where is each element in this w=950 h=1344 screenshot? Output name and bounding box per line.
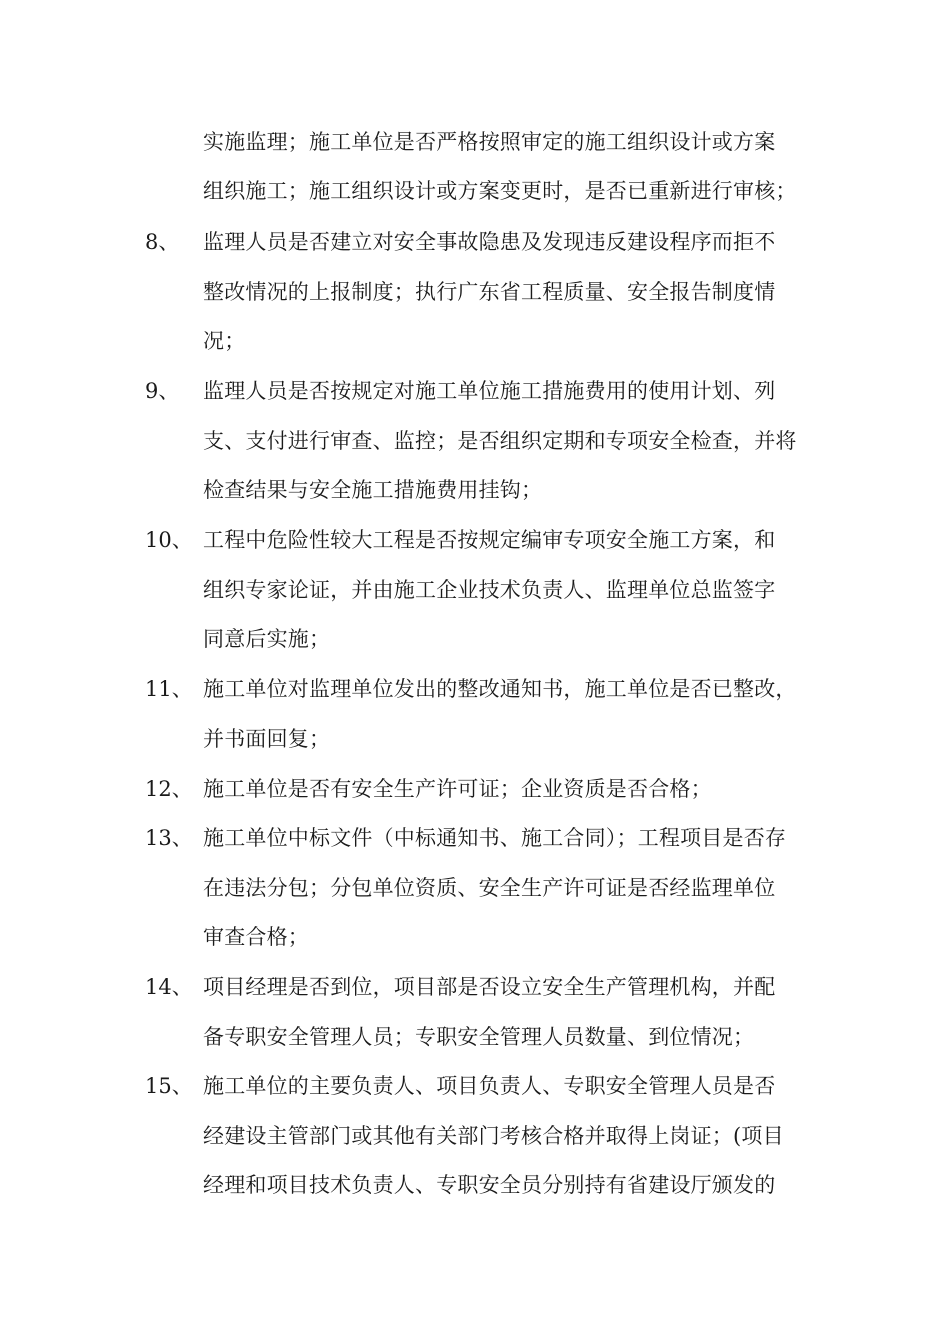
item-10-line-3: 同意后实施； [203, 627, 331, 651]
item-13-line-3: 审查合格； [203, 925, 309, 949]
item-14-line-2: 备专职安全管理人员；专职安全管理人员数量、到位情况； [203, 1025, 755, 1049]
item-14-number: 14、 [145, 975, 193, 999]
item-11-line-1: 施工单位对监理单位发出的整改通知书，施工单位是否已整改， [203, 677, 797, 701]
item-13-number: 13、 [145, 826, 193, 850]
item-10-line-2: 组织专家论证，并由施工企业技术负责人、监理单位总监签字 [203, 578, 776, 602]
item-8-line-2: 整改情况的上报制度；执行广东省工程质量、安全报告制度情 [203, 280, 776, 304]
item-9-line-3: 检查结果与安全施工措施费用挂钩； [203, 478, 543, 502]
item-15-line-2: 经建设主管部门或其他有关部门考核合格并取得上岗证；(项目 [203, 1124, 784, 1148]
item-8-number: 8、 [145, 230, 180, 254]
item-11-number: 11、 [145, 677, 193, 701]
item-13-line-2: 在违法分包；分包单位资质、安全生产许可证是否经监理单位 [203, 876, 776, 900]
continuation-line-1: 实施监理；施工单位是否严格按照审定的施工组织设计或方案 [203, 130, 776, 154]
item-15-line-1: 施工单位的主要负责人、项目负责人、专职安全管理人员是否 [203, 1074, 776, 1098]
item-15-number: 15、 [145, 1074, 193, 1098]
item-14-line-1: 项目经理是否到位，项目部是否设立安全生产管理机构，并配 [203, 975, 776, 999]
item-15-line-3: 经理和项目技术负责人、专职安全员分别持有省建设厅颁发的 [203, 1173, 776, 1197]
item-12-number: 12、 [145, 777, 193, 801]
item-10-number: 10、 [145, 528, 193, 552]
item-13-line-1: 施工单位中标文件（中标通知书、施工合同）；工程项目是否存 [203, 826, 787, 850]
item-8-line-3: 况； [203, 329, 246, 353]
item-9-line-1: 监理人员是否按规定对施工单位施工措施费用的使用计划、列 [203, 379, 776, 403]
item-12-line-1: 施工单位是否有安全生产许可证；企业资质是否合格； [203, 777, 712, 801]
continuation-line-2: 组织施工；施工组织设计或方案变更时，是否已重新进行审核； [203, 179, 797, 203]
item-10-line-1: 工程中危险性较大工程是否按规定编审专项安全施工方案，和 [203, 528, 776, 552]
item-8-line-1: 监理人员是否建立对安全事故隐患及发现违反建设程序而拒不 [203, 230, 776, 254]
item-11-line-2: 并书面回复； [203, 727, 331, 751]
item-9-line-2: 支、支付进行审查、监控；是否组织定期和专项安全检查，并将 [203, 429, 797, 453]
item-9-number: 9、 [145, 379, 180, 403]
